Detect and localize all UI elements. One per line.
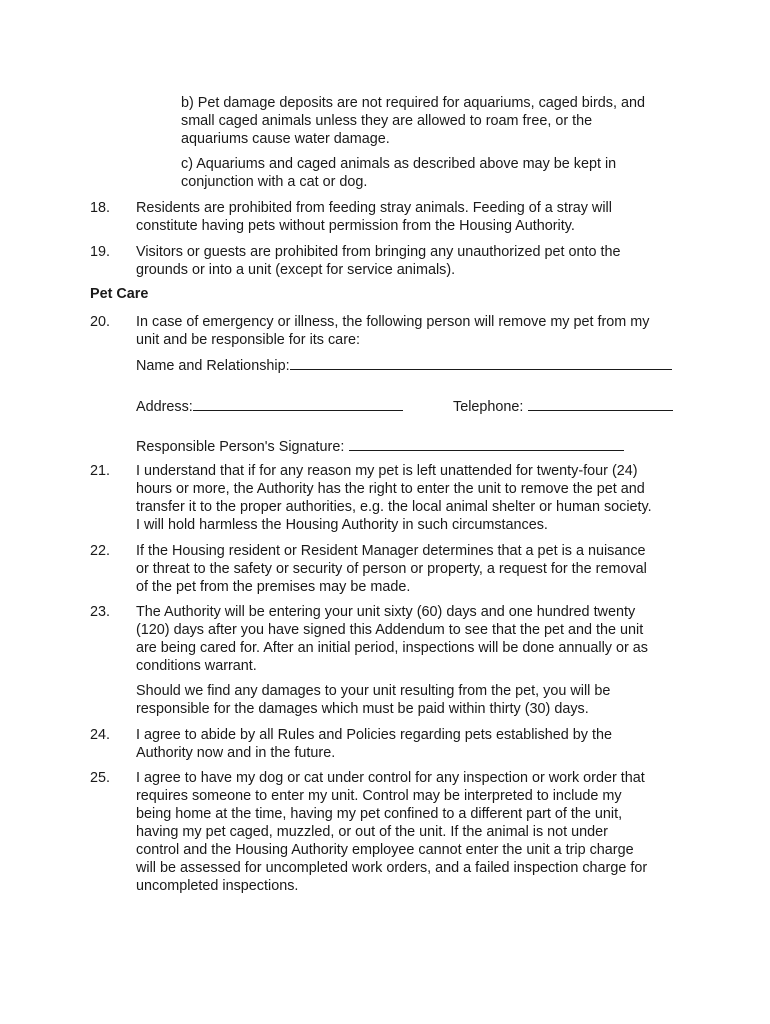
item-19-number: 19.	[90, 244, 111, 260]
item-18-line: Residents are prohibited from feeding stray animals. Feeding of a stray will	[136, 200, 612, 216]
item-23-line: conditions warrant.	[136, 658, 257, 674]
item-17c-paragraph	[181, 155, 616, 191]
address-label: Address:	[136, 399, 193, 415]
item-23-line: (120) days after you have signed this Addendum to see that the pet and the unit	[136, 622, 644, 638]
item-20-paragraph	[136, 313, 649, 349]
signature-label: Responsible Person's Signature:	[136, 439, 345, 455]
item-17b-line: small caged animals unless they are allowed to roam free, or the	[181, 113, 593, 129]
name-relationship-blank[interactable]	[290, 355, 672, 370]
item-23-extra-paragraph	[136, 682, 610, 718]
item-20-line: unit and be responsible for its care:	[136, 332, 360, 348]
item-21-line: I will hold harmless the Housing Authority in such circumstances.	[136, 517, 548, 533]
item-25-line: control and the Housing Authority employee cannot enter the unit a trip charge	[136, 842, 634, 858]
item-22-paragraph	[136, 542, 647, 596]
item-23-number: 23.	[90, 604, 111, 620]
item-24-paragraph	[136, 726, 612, 762]
address-blank[interactable]	[193, 396, 403, 411]
signature-blank[interactable]	[349, 436, 624, 451]
item-19-line: grounds or into a unit (except for service animals).	[136, 262, 456, 278]
item-17b-paragraph	[181, 94, 645, 148]
telephone-blank[interactable]	[528, 396, 673, 411]
item-23-line: are being cared for. After an initial period, inspections will be done annually or as	[136, 640, 648, 656]
item-24-line: Authority now and in the future.	[136, 745, 336, 761]
item-25-line: having my pet caged, muzzled, or out of the unit. If the animal is not under	[136, 824, 608, 840]
item-23-line: The Authority will be entering your unit sixty (60) days and one hundred twenty	[136, 604, 636, 620]
signature-field	[136, 436, 624, 456]
item-17c-line: c) Aquariums and caged animals as described above may be kept in	[181, 156, 617, 172]
item-18-number: 18.	[90, 200, 111, 216]
item-21-line: I understand that if for any reason my pet is left unattended for twenty-four (24)	[136, 463, 638, 479]
item-18-line: constitute having pets without permission from the Housing Authority.	[136, 218, 575, 234]
address-field	[136, 396, 403, 416]
item-22-number: 22.	[90, 543, 111, 559]
name-relationship-label: Name and Relationship:	[136, 358, 290, 374]
item-22-line: or threat to the safety or security of person or property, a request for the removal	[136, 561, 647, 577]
item-25-line: being home at the time, having my pet confined to a different part of the unit,	[136, 806, 623, 822]
item-23-extra-line: responsible for the damages which must be paid within thirty (30) days.	[136, 701, 589, 717]
item-17b-line: aquariums cause water damage.	[181, 131, 390, 147]
item-25-line: requires someone to enter my unit. Control may be interpreted to include my	[136, 788, 622, 804]
section-heading-pet-care: Pet Care	[90, 286, 149, 302]
item-23-extra-line: Should we find any damages to your unit resulting from the pet, you will be	[136, 683, 611, 699]
item-25-line: uncompleted inspections.	[136, 878, 299, 894]
item-21-paragraph	[136, 462, 652, 534]
item-22-line: If the Housing resident or Resident Manager determines that a pet is a nuisance	[136, 543, 646, 559]
item-24-line: I agree to abide by all Rules and Policies regarding pets established by the	[136, 727, 612, 743]
item-21-number: 21.	[90, 463, 111, 479]
telephone-field	[453, 396, 673, 416]
item-21-line: hours or more, the Authority has the right to enter the unit to remove the pet and	[136, 481, 645, 497]
item-19-line: Visitors or guests are prohibited from bringing any unauthorized pet onto the	[136, 244, 621, 260]
item-17b-line: b) Pet damage deposits are not required for aquariums, caged birds, and	[181, 95, 645, 111]
item-25-number: 25.	[90, 770, 111, 786]
item-18-paragraph	[136, 199, 612, 235]
item-25-paragraph	[136, 769, 647, 895]
item-23-paragraph	[136, 603, 648, 675]
item-17c-line: conjunction with a cat or dog.	[181, 174, 368, 190]
name-relationship-field	[136, 355, 672, 375]
telephone-label: Telephone:	[453, 399, 524, 415]
item-20-line: In case of emergency or illness, the following person will remove my pet from my	[136, 314, 650, 330]
item-22-line: of the pet from the premises may be made.	[136, 579, 411, 595]
item-20-number: 20.	[90, 314, 111, 330]
item-19-paragraph	[136, 243, 621, 279]
item-24-number: 24.	[90, 727, 111, 743]
item-25-line: I agree to have my dog or cat under control for any inspection or work order that	[136, 770, 645, 786]
item-21-line: transfer it to the proper authorities, e.g. the local animal shelter or human society.	[136, 499, 652, 515]
item-25-line: will be assessed for uncompleted work orders, and a failed inspection charge for	[136, 860, 648, 876]
